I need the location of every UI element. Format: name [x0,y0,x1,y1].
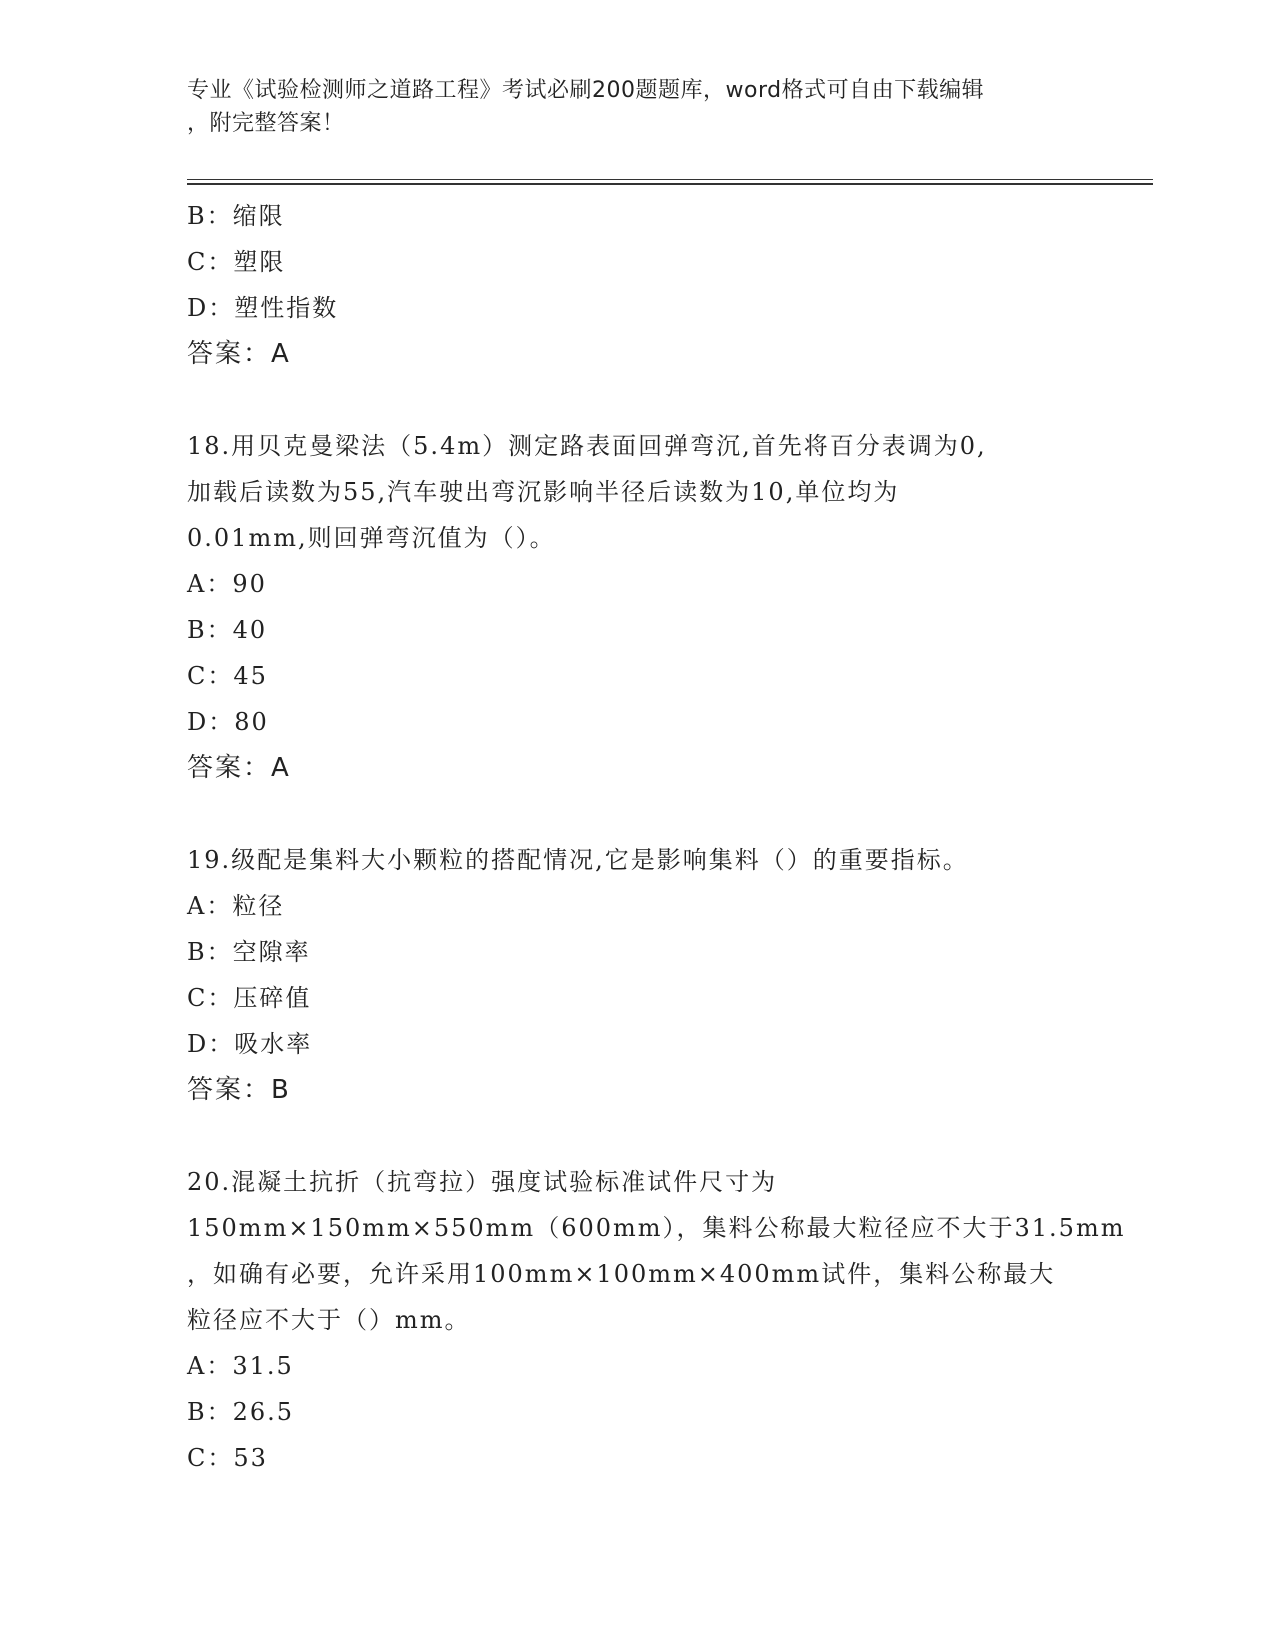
option-b: B：缩限 [187,202,285,230]
question-stem-line: 150mm×150mm×550mm（600mm），集料公称最大粒径应不大于31.5mm [187,1214,1126,1242]
question-stem-line: 0.01mm,则回弹弯沉值为（）。 [187,524,556,552]
question-stem-line: ，如确有必要，允许采用100mm×100mm×400mm试件，集料公称最大 [187,1260,1056,1288]
question-17-tail [187,193,1087,377]
header-line-2: ，附完整答案！ [187,111,345,136]
option-d: D：吸水率 [187,1030,313,1058]
question-19 [187,837,1087,1113]
answer-line: 答案：B [187,1075,291,1105]
question-stem-line: 20.混凝土抗折（抗弯拉）强度试验标准试件尺寸为 [187,1168,778,1196]
option-c: C：塑限 [187,248,286,276]
option-c: C：压碎值 [187,984,312,1012]
header-divider-thin [187,179,1153,180]
question-18 [187,423,1087,791]
option-b: B：26.5 [187,1398,295,1426]
question-stem-line: 加载后读数为55,汽车驶出弯沉影响半径后读数为10,单位均为 [187,478,900,506]
option-a: A：31.5 [187,1352,294,1380]
option-c: C：53 [187,1444,268,1472]
option-b: B：40 [187,616,268,644]
header-line-1: 专业《试验检测师之道路工程》考试必刷200题题库，word格式可自由下载编辑 [187,78,985,103]
header-divider-thick [187,183,1153,185]
option-a: A：粒径 [187,892,285,920]
question-stem-line: 粒径应不大于（）mm。 [187,1306,471,1334]
question-list [187,193,1126,1481]
option-b: B：空隙率 [187,938,311,966]
answer-line: 答案：A [187,753,291,783]
answer-line: 答案：A [187,339,291,369]
option-d: D：80 [187,708,269,736]
document-header [187,74,1087,140]
option-c: C：45 [187,662,268,690]
question-stem-line: 19.级配是集料大小颗粒的搭配情况,它是影响集料（）的重要指标。 [187,846,969,874]
option-a: A：90 [187,570,267,598]
question-20 [187,1159,1126,1481]
option-d: D：塑性指数 [187,294,339,322]
question-stem-line: 18.用贝克曼梁法（5.4m）测定路表面回弹弯沉,首先将百分表调为0, [187,432,987,460]
